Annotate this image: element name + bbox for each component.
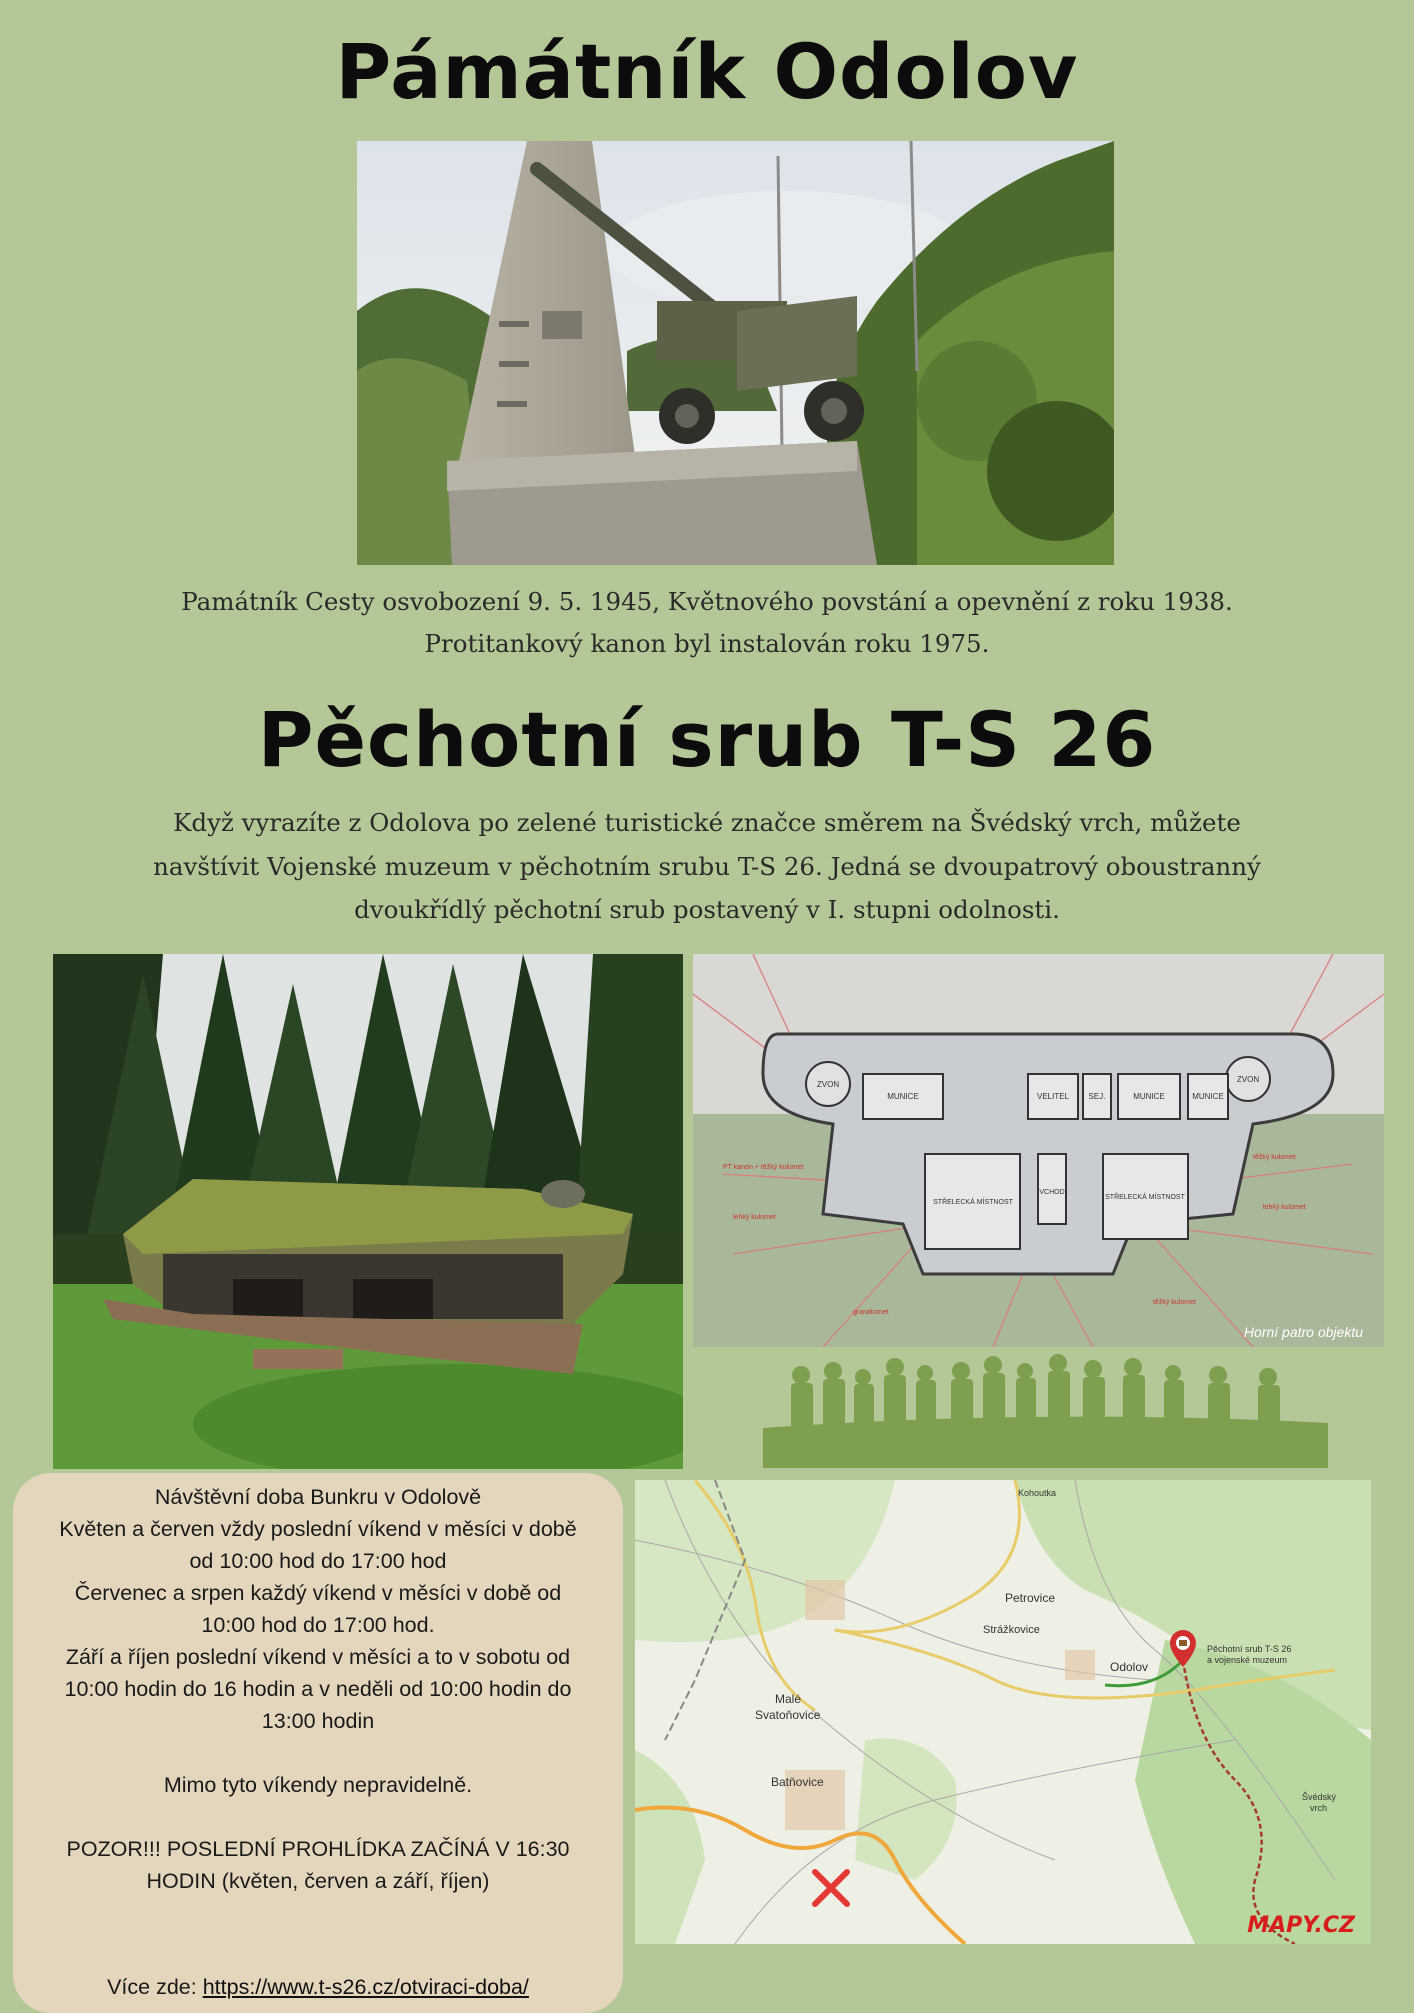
memorial-caption-line-2: Protitankový kanon byl instalován roku 1975. xyxy=(424,629,990,658)
bunker-desc-line-3: dvoukřídlý pěchotní srub postavený v I. stupni odolnosti. xyxy=(354,895,1060,924)
plan-label-3: těžký kulomet xyxy=(1253,1154,1296,1161)
map-place-vrch: vrch xyxy=(1310,1803,1328,1813)
map-marker-label-2: a vojenské muzeum xyxy=(1207,1655,1288,1665)
hours-line-6: Září a říjen poslední víkend v měsíci a to v sobotu od xyxy=(65,1645,571,1669)
plan-room-strelecka-1: STŘELECKÁ MÍSTNOST xyxy=(933,1199,1013,1206)
plan-room-zvon-right: ZVON xyxy=(1236,1075,1260,1084)
plan-caption: Horní patro objektu xyxy=(1243,1324,1363,1340)
plan-label-5: granátomet xyxy=(853,1309,889,1316)
more-info xyxy=(13,1971,623,2003)
map-place-svedsky: Švédský xyxy=(1302,1792,1337,1802)
map-place-batnovice: Batňovice xyxy=(771,1775,824,1789)
memorial-photo xyxy=(357,141,1114,565)
map-place-odolov: Odolov xyxy=(1110,1660,1149,1674)
hours-line-1: Návštěvní doba Bunkru v Odolově xyxy=(154,1485,482,1509)
map-place-petrovice: Petrovice xyxy=(1005,1591,1056,1605)
plan-label-6: těžký kulomet xyxy=(1153,1299,1196,1306)
hours-line-7: 10:00 hodin do 16 hodin a v neděli od 10:00 hodin do xyxy=(64,1677,572,1701)
map-place-kohoutka: Kohoutka xyxy=(1018,1488,1057,1498)
plan-label-2: lehký kulomet xyxy=(733,1214,776,1221)
map-place-strazkovice: Strážkovice xyxy=(983,1624,1040,1636)
plan-label-4: lehký kulomet xyxy=(1263,1204,1306,1211)
hours-line-8: 13:00 hodin xyxy=(261,1709,375,1733)
map-marker-label-1: Pěchotní srub T-S 26 xyxy=(1207,1644,1292,1654)
more-info-link[interactable]: https://www.t-s26.cz/otviraci-doba/ xyxy=(202,1975,529,1999)
floor-plan xyxy=(693,954,1384,1347)
plan-room-munice-1: MUNICE xyxy=(887,1092,919,1101)
hours-line-3: od 10:00 hod do 17:00 hod xyxy=(189,1549,447,1573)
hours-line-4: Červenec a srpen každý víkend v měsíci v době od xyxy=(74,1581,562,1605)
plan-room-zvon-left: ZVON xyxy=(816,1080,840,1089)
map-logo: MAPY.CZ xyxy=(1247,1913,1355,1938)
soldiers-silhouette xyxy=(763,1353,1328,1468)
hours-warning-line-1: POZOR!!! POSLEDNÍ PROHLÍDKA ZAČÍNÁ V 16:30 xyxy=(66,1837,570,1861)
bunker-desc-line-2: navštívit Vojenské muzeum v pěchotním srubu T-S 26. Jedná se dvoupatrový oboustranný xyxy=(153,852,1261,881)
memorial-caption-line-1: Památník Cesty osvobození 9. 5. 1945, Květnového povstání a opevnění z roku 1938. xyxy=(181,587,1233,616)
bunker-photo xyxy=(53,954,683,1469)
hours-line-2: Květen a červen vždy poslední víkend v měsíci v době xyxy=(59,1517,577,1541)
more-info-prefix: Více zde: xyxy=(107,1975,197,1999)
plan-label-1: PT kanón + těžký kulomet xyxy=(723,1164,804,1171)
hours-line-5: 10:00 hod do 17:00 hod. xyxy=(201,1613,435,1637)
plan-room-velitel: VELITEL xyxy=(1036,1092,1070,1101)
plan-room-strelecka-2: STŘELECKÁ MÍSTNOST xyxy=(1105,1194,1185,1201)
plan-room-munice-2: MUNICE xyxy=(1133,1092,1165,1101)
opening-hours-box xyxy=(13,1473,623,2013)
bunker-title: Pěchotní srub T-S 26 xyxy=(257,695,1157,784)
plan-room-munice-3: MUNICE xyxy=(1192,1092,1224,1101)
hours-irregular: Mimo tyto víkendy nepravidelně. xyxy=(163,1773,473,1797)
plan-room-vchod: VCHOD xyxy=(1039,1189,1065,1196)
map-place-male: Malé xyxy=(775,1692,802,1706)
hours-warning-line-2: HODIN (květen, červen a září, říjen) xyxy=(146,1869,490,1893)
memorial-title: Pámátník Odolov xyxy=(335,27,1079,116)
map-place-svatonovice: Svatoňovice xyxy=(755,1708,821,1722)
bunker-desc-line-1: Když vyrazíte z Odolova po zelené turistické značce směrem na Švédský vrch, můžete xyxy=(173,808,1241,837)
plan-room-sej: SEJ. xyxy=(1088,1092,1106,1101)
map xyxy=(635,1480,1371,1944)
